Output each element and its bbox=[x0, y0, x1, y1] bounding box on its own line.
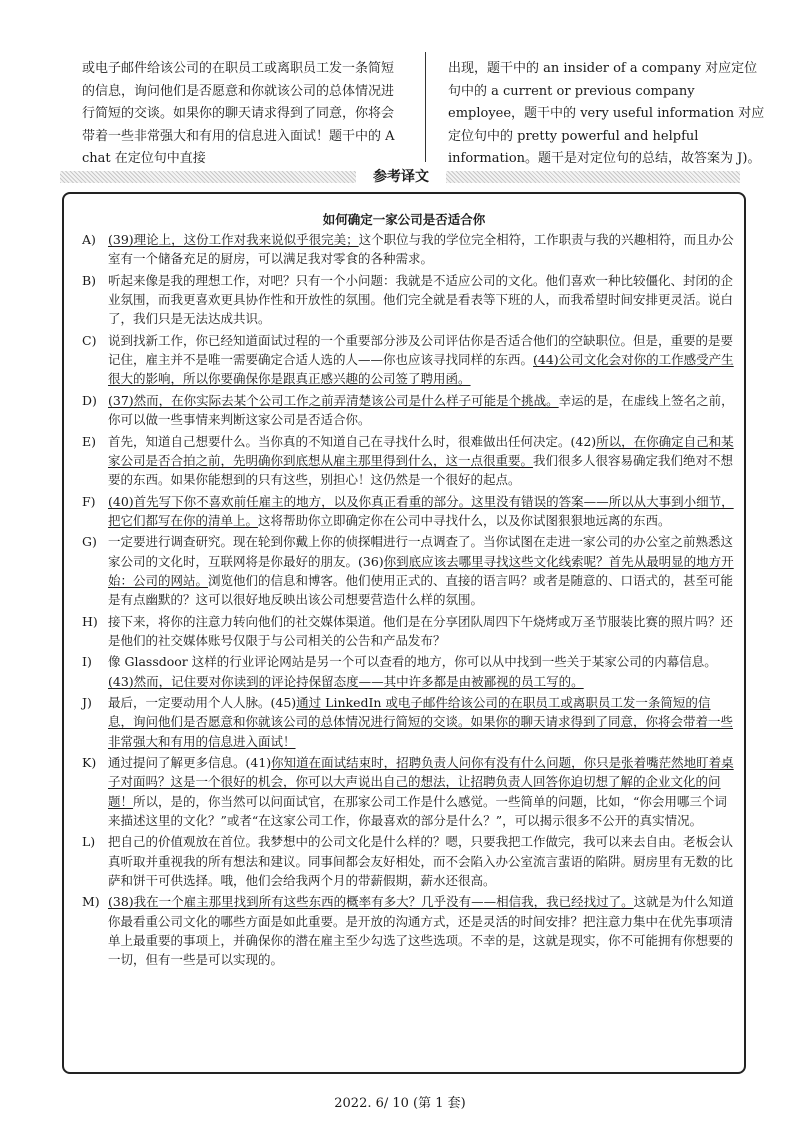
paragraph-item bbox=[82, 832, 734, 890]
underlined-segment: (43)然而，记住要对你读到的评论持保留态度——其中许多都是由被鄙视的员工写的。 bbox=[108, 673, 584, 689]
underlined-segment: (44)公司文化会对你的工作感受产生很大的影响，所以你要确保你是跟真正感兴趣的公司签了聘用函。 bbox=[108, 352, 734, 387]
text-segment: 这将帮助你立即确定你在公司中寻找什么，以及你试图狠狠地远离的东西。 bbox=[258, 512, 671, 528]
paragraph-item bbox=[82, 271, 734, 329]
text-segment: 接下来，将你的注意力转向他们的社交媒体渠道。他们是在分享团队周四下午烧烤或万圣节服装比赛的照片吗？还是他们的社交媒体账号仅限于与公司相关的公告和产品发布？ bbox=[108, 613, 734, 648]
paragraph-item bbox=[82, 230, 734, 268]
paragraph-item bbox=[82, 331, 734, 389]
text-segment: 浏览他们的信息和博客。他们使用正式的、直接的语言吗？或者是随意的、口语式的，甚至可能是有点幽默的？这可以很好地反映出该公司想要营造什么样的氛围。 bbox=[108, 572, 734, 607]
paragraph-list bbox=[82, 230, 734, 972]
underlined-segment: (40)首先写下你不喜欢前任雇主的地方，以及你真正看重的部分。这里没有错误的答案——所以从大事到小细节，把它们都写在你的清单上。 bbox=[108, 493, 734, 528]
top-right-text: 出现，题干中的 an insider of a company 对应定位句中的 a current or previous company employee，题干中的 very useful information 对应定位句中的 pretty powerful and helpful information。题干是对定位句的总结，故答案为 J)。 bbox=[448, 61, 765, 166]
text-segment: 听起来像是我的理想工作，对吧？只有一个小问题：我就是不适应公司的文化。他们喜欢一种比较僵化、封闭的企业氛围，而我更喜欢更具协作性和开放性的氛围。他们完全就是看表等下班的人，而我希望时间安排更灵活。说白了，我们只是无法达成共识。 bbox=[108, 272, 734, 327]
paragraph-item bbox=[82, 532, 734, 609]
paragraph-letter: I) bbox=[82, 654, 92, 670]
paragraph-item bbox=[82, 652, 734, 690]
section-title: 参考译文 bbox=[373, 169, 429, 185]
paragraph-letter: G) bbox=[82, 534, 97, 550]
text-segment: 这个职位与我的学位完全相符，工作职责与我的兴趣相符，而且办公室有一个储备充足的厨房，可以满足我对零食的各种需求。 bbox=[108, 232, 734, 267]
text-segment: 幸运的是，在虚线上签名之前，你可以做一些事情来判断这家公司是否适合你。 bbox=[108, 392, 734, 427]
text-segment: 这就是为什么知道你最看重公司文化的哪些方面是如此重要。是开放的沟通方式，还是灵活的时间安排？把注意力集中在优先事项清单上最重要的事项上，并确保你的潜在雇主至少勾选了这些选项。不幸的是，这就是现实，你不可能拥有你想要的一切，但有一些是可以实现的。 bbox=[108, 894, 734, 967]
text-segment: 我们很多人很容易确定我们绝对不想要的东西。如果你能想到的只有这些，别担心！这仍然是一个很好的起点。 bbox=[108, 452, 734, 487]
text-segment: 最后，一定要动用个人人脉。(45) bbox=[108, 695, 297, 711]
text-segment: 所以，是的，你当然可以问面试官，在那家公司工作是什么感觉。一些简单的问题，比如，“你会用哪三个词来描述这里的文化？”或者“在这家公司工作，你最喜欢的部分是什么？”，可以揭示很多不公开的真实情况。 bbox=[108, 793, 727, 828]
section-band-left bbox=[60, 168, 356, 186]
paragraph-item bbox=[82, 612, 734, 650]
paragraph-item bbox=[82, 432, 734, 490]
underlined-segment: 通过 LinkedIn 或电子邮件给该公司的在职员工或离职员工发一条简短的信息，询问他们是否愿意和你就该公司的总体情况进行简短的交谈。如果你的聊天请求得到了同意，你将会带着一些非常强大和有用的信息进入面试！ bbox=[108, 695, 734, 749]
paragraph-letter: H) bbox=[82, 613, 98, 629]
underlined-segment: (39)理论上，这份工作对我来说似乎很完美； bbox=[108, 232, 359, 247]
paragraph-letter: E) bbox=[82, 433, 97, 449]
underlined-segment: 你知道在面试结束时，招聘负责人问你有没有什么问题，你只是张着嘴茫然地盯着桌子对面吗？这是一个很好的机会，你可以大声说出自己的想法，让招聘负责人回答你迫切想了解的企业文化的问题！ bbox=[108, 755, 734, 809]
paragraph-letter: M) bbox=[82, 894, 100, 910]
text-segment: 把自己的价值观放在首位。我梦想中的公司文化是什么样的？嗯，只要我把工作做完，我可以来去自由。老板会认真听取并重视我的所有想法和建议。同事间都会友好相处，而不会陷入办公室流言蜚语的陷阱。厨房里有无数的比萨和饼干可供选择。哦，他们会给我两个月的带薪假期，薪水还很高。 bbox=[108, 834, 734, 888]
text-segment: 首先，知道自己想要什么。当你真的不知道自己在寻找什么时，很难做出任何决定。(42) bbox=[108, 433, 597, 449]
text-segment: 一定要进行调查研究。现在轮到你戴上你的侦探帽进行一点调查了。当你试图在走进一家公司的办公室之前熟悉这家公司的文化时，互联网将是你最好的朋友。(36) bbox=[108, 534, 734, 569]
paragraph-letter: B) bbox=[82, 272, 97, 288]
paragraph-letter: F) bbox=[82, 493, 96, 509]
paragraph-item bbox=[82, 391, 734, 429]
section-band-right bbox=[446, 168, 740, 186]
underlined-segment: 你到底应该去哪里寻找这些文化线索呢？首先从最明显的地方开始：公司的网站。 bbox=[108, 553, 734, 588]
underlined-segment: (38)我在一个雇主那里找到所有这些东西的概率有多大？几乎没有——相信我，我已经找过了。 bbox=[108, 894, 634, 910]
text-segment: 说到找新工作，你已经知道面试过程的一个重要部分涉及公司评估你是否适合他们的空缺职位。但是，重要的是要记住，雇主并不是唯一需要确定合适人选的人——你也应该寻找同样的东西。 bbox=[108, 332, 734, 367]
translation-title: 如何确定一家公司是否适合你 bbox=[322, 212, 486, 227]
paragraph-item bbox=[82, 892, 734, 969]
paragraph-letter: A) bbox=[82, 232, 96, 247]
paragraph-item bbox=[82, 753, 734, 830]
paragraph-letter: K) bbox=[82, 755, 97, 771]
underlined-segment: 所以，在你确定自己和某家公司是否合拍之前，先明确你到底想从雇主那里得到什么，这一点很重要。 bbox=[108, 433, 734, 468]
text-segment: 像 Glassdoor 这样的行业评论网站是另一个可以查看的地方，你可以从中找到一些关于某家公司的内幕信息。 bbox=[108, 654, 717, 670]
page-footer: 2022. 6/ 10 (第 1 套) bbox=[334, 1096, 466, 1111]
paragraph-item bbox=[82, 492, 734, 530]
underlined-segment: (37)然而，在你实际去某个公司工作之前弄清楚该公司是什么样子可能是个挑战。 bbox=[108, 392, 559, 408]
paragraph-letter: D) bbox=[82, 392, 97, 408]
paragraph-letter: C) bbox=[82, 332, 97, 348]
column-divider bbox=[425, 52, 426, 162]
top-left-text: 或电子邮件给该公司的在职员工或离职员工发一条简短的信息，询问他们是否愿意和你就该公司的总体情况进行简短的交谈。如果你的聊天请求得到了同意，你将会带着一些非常强大和有用的信息进入面试！题干中的 A chat 在定位句中直接 bbox=[82, 61, 395, 166]
text-segment: 通过提问了解更多信息。(41) bbox=[108, 755, 272, 771]
paragraph-letter: J) bbox=[82, 695, 92, 711]
paragraph-item bbox=[82, 693, 734, 751]
paragraph-letter: L) bbox=[82, 834, 96, 850]
